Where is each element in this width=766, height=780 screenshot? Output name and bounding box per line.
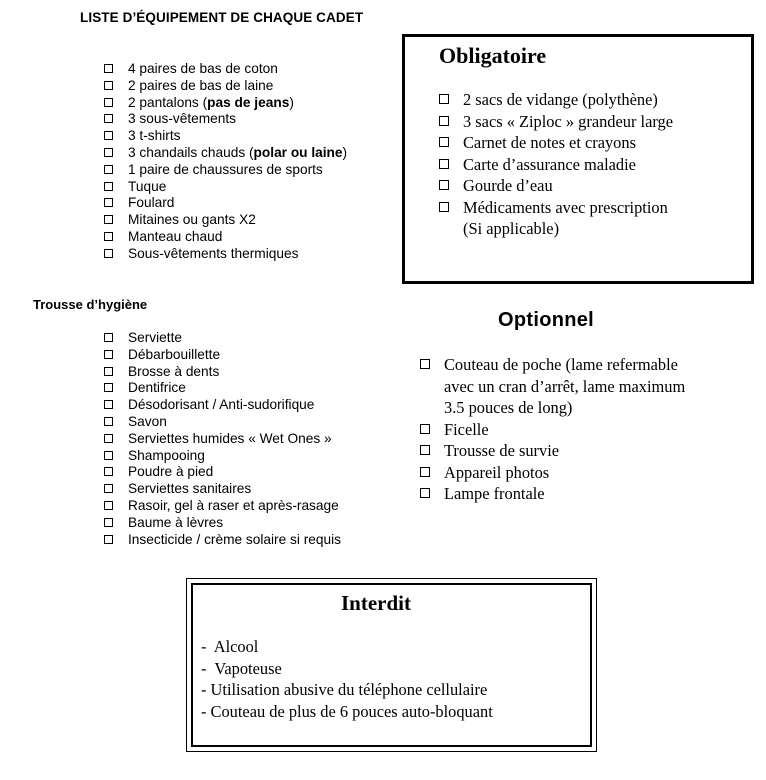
list-item: Ficelle <box>420 419 685 441</box>
hygiene-list <box>104 330 341 548</box>
checkbox-icon <box>439 94 449 104</box>
checkbox-icon <box>420 445 430 455</box>
checkbox-icon <box>104 383 113 392</box>
checkbox-icon <box>104 451 113 460</box>
list-item: 3 sacs « Ziploc » grandeur large <box>439 111 673 133</box>
list-item: Baume à lèvres <box>104 515 341 532</box>
checkbox-icon <box>104 81 113 90</box>
checkbox-icon <box>104 417 113 426</box>
list-item: Couteau de poche (lame refermable <box>420 354 685 376</box>
list-item: - Alcool <box>201 637 259 656</box>
list-item: Poudre à pied <box>104 464 341 481</box>
list-item-continuation: 3.5 pouces de long) <box>444 398 573 417</box>
list-item: Lampe frontale <box>420 483 685 505</box>
list-item: 3 chandails chauds (polar ou laine) <box>104 145 347 162</box>
list-item: - Couteau de plus de 6 pouces auto-bloquant <box>201 702 493 722</box>
checkbox-icon <box>439 116 449 126</box>
list-item: Shampooing <box>104 448 341 465</box>
list-item: 2 paires de bas de laine <box>104 78 347 95</box>
list-item: 3 t-shirts <box>104 128 347 145</box>
list-item: Serviettes humides « Wet Ones » <box>104 431 341 448</box>
checkbox-icon <box>104 350 113 359</box>
list-item: Serviettes sanitaires <box>104 481 341 498</box>
list-item: 2 sacs de vidange (polythène) <box>439 89 673 111</box>
list-item: Mitaines ou gants X2 <box>104 212 347 229</box>
checkbox-icon <box>104 367 113 376</box>
list-item: Sous-vêtements thermiques <box>104 246 347 263</box>
list-item: Tuque <box>104 179 347 196</box>
checkbox-icon <box>104 501 113 510</box>
checkbox-icon <box>439 159 449 169</box>
list-item: - Utilisation abusive du téléphone cellulaire <box>201 680 488 700</box>
list-item: Insecticide / crème solaire si requis <box>104 532 341 549</box>
checkbox-icon <box>439 202 449 212</box>
page-title: LISTE D’ÉQUIPEMENT DE CHAQUE CADET <box>80 10 364 25</box>
list-item: Carnet de notes et crayons <box>439 132 673 154</box>
equipment-list <box>104 61 347 263</box>
checkbox-icon <box>439 137 449 147</box>
forbidden-list <box>201 636 493 723</box>
emphasis: polar ou laine <box>253 144 343 160</box>
checkbox-icon <box>104 467 113 476</box>
checkbox-icon <box>104 215 113 224</box>
checkbox-icon <box>104 518 113 527</box>
list-item: Trousse de survie <box>420 440 685 462</box>
checkbox-icon <box>420 467 430 477</box>
list-item: 1 paire de chaussures de sports <box>104 162 347 179</box>
list-item: Gourde d’eau <box>439 175 673 197</box>
list-item: Carte d’assurance maladie <box>439 154 673 176</box>
list-item-continuation: avec un cran d’arrêt, lame maximum <box>444 376 686 396</box>
checkbox-icon <box>104 165 113 174</box>
list-item: Désodorisant / Anti-sudorifique <box>104 397 341 414</box>
list-item: 3 sous-vêtements <box>104 111 347 128</box>
checkbox-icon <box>420 359 430 369</box>
optional-list <box>420 354 685 505</box>
list-item: Rasoir, gel à raser et après-rasage <box>104 498 341 515</box>
section-title-mandatory: Obligatoire <box>439 43 547 68</box>
list-item: - Vapoteuse <box>201 658 282 678</box>
checkbox-icon <box>420 488 430 498</box>
checkbox-icon <box>104 333 113 342</box>
checkbox-icon <box>104 114 113 123</box>
checkbox-icon <box>439 180 449 190</box>
checkbox-icon <box>104 98 113 107</box>
checkbox-icon <box>104 484 113 493</box>
list-item: Manteau chaud <box>104 229 347 246</box>
list-item: Serviette <box>104 330 341 347</box>
section-title-forbidden: Interdit <box>341 591 411 615</box>
section-title-optional: Optionnel <box>498 309 595 331</box>
list-item: Médicaments avec prescription <box>439 197 673 219</box>
list-item-continuation: (Si applicable) <box>463 219 560 238</box>
list-item: Savon <box>104 414 341 431</box>
checkbox-icon <box>104 434 113 443</box>
checkbox-icon <box>104 535 113 544</box>
checkbox-icon <box>104 182 113 191</box>
list-item: Brosse à dents <box>104 364 341 381</box>
emphasis: pas de jeans <box>207 94 290 110</box>
checkbox-icon <box>104 131 113 140</box>
list-item: Foulard <box>104 195 347 212</box>
list-item: 4 paires de bas de coton <box>104 61 347 78</box>
section-title-hygiene: Trousse d’hygiène <box>33 297 148 312</box>
checkbox-icon <box>104 64 113 73</box>
checkbox-icon <box>420 424 430 434</box>
checkbox-icon <box>104 148 113 157</box>
checkbox-icon <box>104 232 113 241</box>
checkbox-icon <box>104 198 113 207</box>
checkbox-icon <box>104 400 113 409</box>
list-item: Dentifrice <box>104 380 341 397</box>
list-item: 2 pantalons (pas de jeans) <box>104 95 347 112</box>
mandatory-list <box>439 89 673 240</box>
list-item: Débarbouillette <box>104 347 341 364</box>
list-item: Appareil photos <box>420 462 685 484</box>
checkbox-icon <box>104 249 113 258</box>
